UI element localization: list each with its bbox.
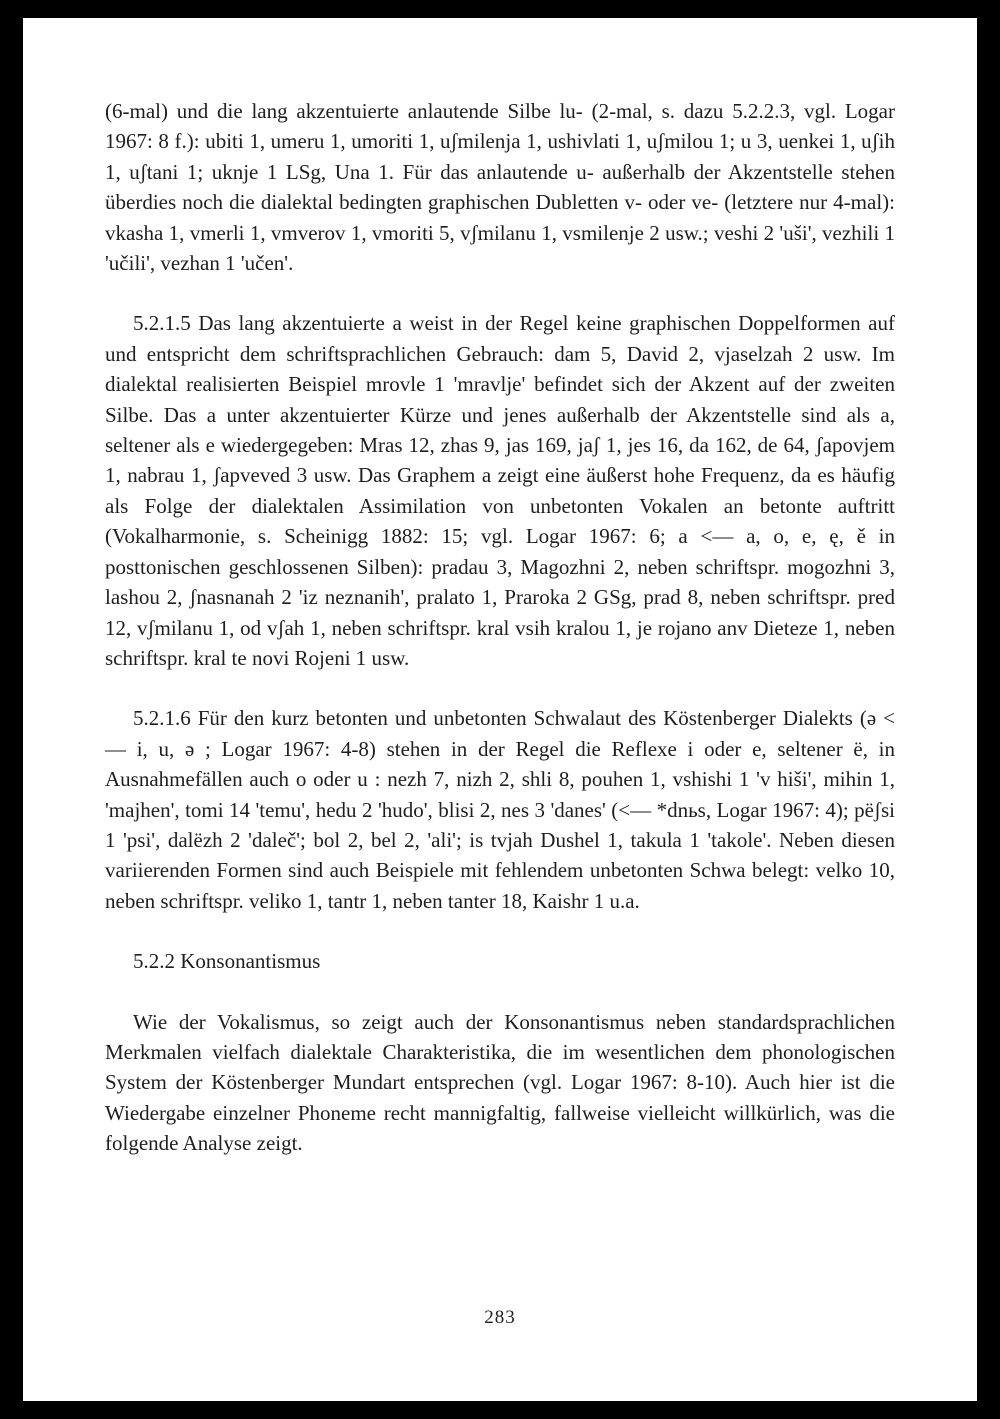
section-heading-konsonantismus: 5.2.2 Konsonantismus bbox=[133, 949, 321, 974]
paragraph-konsonantismus: Wie der Vokalismus, so zeigt auch der Konsonantismus neben standardsprachlichen Merkmalen vielfach dialektale Charakteristika, die im wesentlichen dem phonologischen System der Köstenberger Mundart entsprechen (vgl. Logar 1967: 8-10). Auch hier ist die Wiedergabe einzelner Phoneme recht mannigfaltig, fallweise vielleicht willkürlich, was die folgende Analyse zeigt. bbox=[105, 1009, 895, 1156]
paragraph-continued: (6-mal) und die lang akzentuierte anlautende Silbe lu- (2-mal, s. dazu 5.2.2.3, vgl. Logar 1967: 8 f.): ubiti 1, umeru 1, umoriti 1, uʃmilenja 1, ushivlati 1, uʃmilou 1; u 3, uenkei 1, uʃih 1, uʃtani 1; uknje 1 LSg, Una 1. Für das anlautende u- außerhalb der Akzentstelle stehen überdies noch die dialektal bedingten graphischen Dubletten v- oder ve- (letztere nur 4-mal): vkasha 1, vmerli 1, vmverov 1, vmoriti 5, vʃmilanu 1, vsmilenje 2 usw.; veshi 2 'uši', vezhili 1 'učili', vezhan 1 'učen'. bbox=[105, 99, 895, 276]
body-text bbox=[105, 96, 895, 1189]
paragraph-5-2-1-5: 5.2.1.5 Das lang akzentuierte a weist in der Regel keine graphischen Doppelformen auf und entspricht dem schriftsprachlichen Gebrauch: dam 5, David 2, vjaselzah 2 usw. Im dialektal realisierten Beispiel mrovle 1 'mravlje' befindet sich der Akzent auf der zweiten Silbe. Das a unter akzentuierter Kürze und jenes außerhalb der Akzentstelle sind als a, seltener als e wiedergegeben: Mras 12, zhas 9, jas 169, jaʃ 1, jes 16, da 162, de 64, ʃapovjem 1, nabrau 1, ʃapveved 3 usw. Das Graphem a zeigt eine äußerst hohe Frequenz, da es häufig als Folge der dialektalen Assimilation von unbetonten Vokalen an betonte auftritt (Vokalharmonie, s. Scheinigg 1882: 15; vgl. Logar 1967: 6; a <— a, o, e, ę, ě in posttonischen geschlossenen Silben): pradau 3, Magozhni 2, neben schriftspr. mogozhni 3, lashou 2, ʃnasnanah 2 'iz neznanih', pralato 1, Praroka 2 GSg, prad 8, neben schriftspr. pred 12, vʃmilanu 1, od vʃah 1, neben schriftspr. kral vsih kralou 1, je rojano anv Dieteze 1, neben schriftspr. kral te novi Rojeni 1 usw. bbox=[105, 311, 895, 670]
page-number: 283 bbox=[484, 1307, 516, 1328]
paragraph-5-2-1-6: 5.2.1.6 Für den kurz betonten und unbetonten Schwalaut des Köstenberger Dialekts (ə <— i, u, ə ; Logar 1967: 4-8) stehen in der Regel die Reflexe i oder e, seltener ë, in Ausnahmefällen auch o oder u : nezh 7, nizh 2, shli 8, pouhen 1, vshishi 1 'v hiši', mihin 1, 'majhen', tomi 14 'temu', hedu 2 'hudo', blisi 2, nes 3 'danes' (<— *dnьs, Logar 1967: 4); pëʃsi 1 'psi', dalëzh 2 'daleč'; bol 2, bel 2, 'ali'; is tvjah Dushel 1, takula 1 'takole'. Neben diesen variierenden Formen sind auch Beispiele mit fehlendem unbetonten Schwa belegt: velko 10, neben schriftspr. veliko 1, tantr 1, neben tanter 18, Kaishr 1 u.a. bbox=[105, 706, 895, 913]
